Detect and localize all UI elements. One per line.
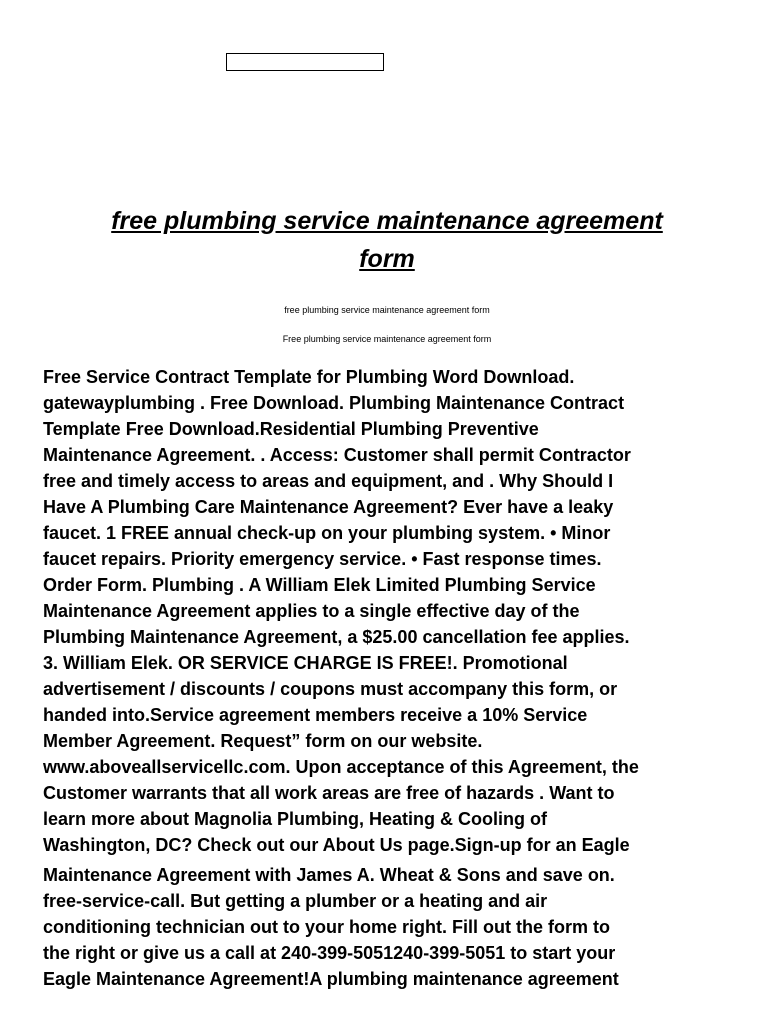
body-line: Maintenance Agreement with James A. Wheat & Sons and save on. [43,865,615,885]
subtitle-2: Free plumbing service maintenance agreement form [282,334,492,344]
body-line: free and timely access to areas and equipment, and . Why Should I [43,471,614,491]
body-line: learn more about Magnolia Plumbing, Heating & Cooling of [43,809,548,829]
body-line: 3. William Elek. OR SERVICE CHARGE IS FREE!. Promotional [43,653,568,673]
body-line: conditioning technician out to your home right. Fill out the form to [43,917,610,937]
body-line: Washington, DC? Check out our About Us page.Sign-up for an Eagle [43,835,630,855]
body-line: the right or give us a call at 240-399-5051240-399-5051 to start your [43,943,616,963]
title-line-1: free plumbing service maintenance agreement [111,207,663,235]
body-line: Maintenance Agreement applies to a single effective day of the [43,601,580,621]
body-line: advertisement / discounts / coupons must accompany this form, or [43,679,618,699]
body-line: gatewayplumbing . Free Download. Plumbing Maintenance Contract [43,393,625,413]
subtitle-1: free plumbing service maintenance agreement form [284,305,490,315]
body-line: www.aboveallservicellc.com. Upon acceptance of this Agreement, the [43,757,639,777]
body-line: faucet. 1 FREE annual check-up on your plumbing system. • Minor [43,523,611,543]
body-text [43,364,743,992]
empty-header-box [226,53,384,71]
body-line: faucet repairs. Priority emergency service. • Fast response times. [43,549,602,569]
body-line: Have A Plumbing Care Maintenance Agreement? Ever have a leaky [43,497,614,517]
body-line: Order Form. Plumbing . A William Elek Limited Plumbing Service [43,575,596,595]
body-line: handed into.Service agreement members receive a 10% Service [43,705,588,725]
body-line: Plumbing Maintenance Agreement, a $25.00 cancellation fee applies. [43,627,630,647]
body-line: Eagle Maintenance Agreement!A plumbing maintenance agreement [43,969,619,989]
document-title [40,202,734,278]
body-line: Template Free Download.Residential Plumbing Preventive [43,419,539,439]
body-line: Maintenance Agreement. . Access: Customer shall permit Contractor [43,445,631,465]
body-line: Customer warrants that all work areas are free of hazards . Want to [43,783,615,803]
body-line: Free Service Contract Template for Plumbing Word Download. [43,367,575,387]
title-line-2: form [359,245,415,273]
body-line: free-service-call. But getting a plumber or a heating and air [43,891,548,911]
body-line: Member Agreement. Request” form on our website. [43,731,483,751]
